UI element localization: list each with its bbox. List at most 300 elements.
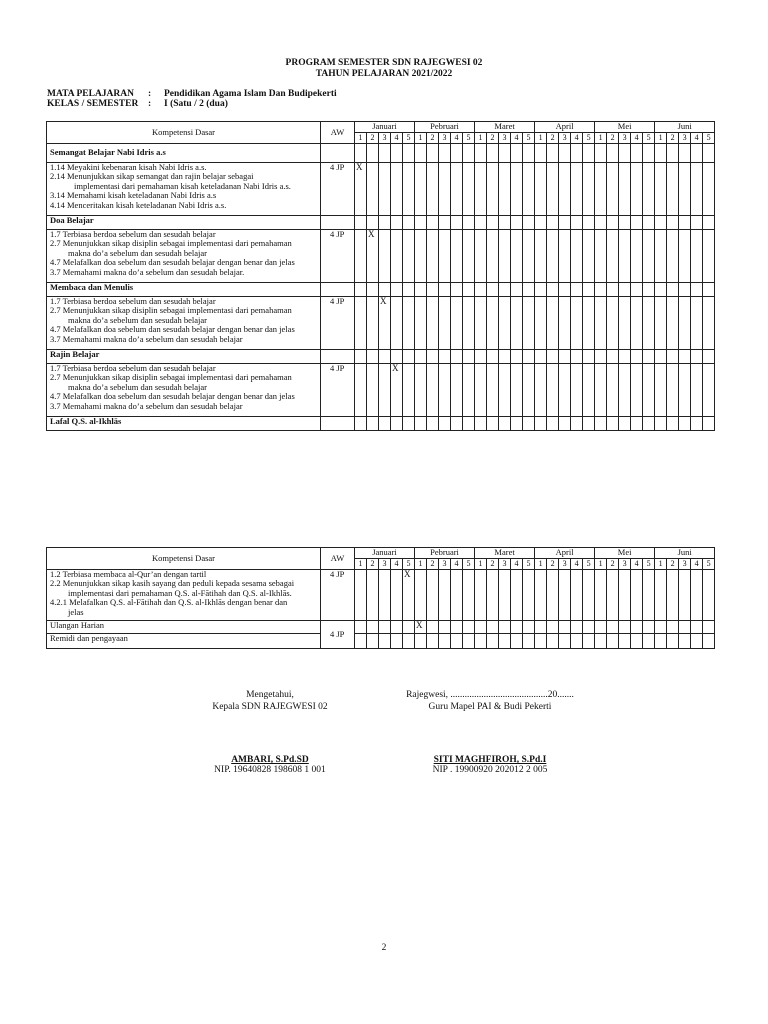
week-number: 4 — [511, 559, 523, 570]
week-cell — [439, 417, 451, 431]
week-cell — [499, 417, 511, 431]
week-cell — [391, 283, 403, 297]
week-cell — [511, 634, 523, 649]
week-cell — [451, 364, 463, 417]
week-cell — [631, 417, 643, 431]
week-cell — [439, 364, 451, 417]
week-cell — [535, 230, 547, 283]
week-cell — [403, 621, 415, 634]
week-cell — [367, 144, 379, 163]
week-cell — [619, 364, 631, 417]
aw-cell — [321, 144, 355, 163]
week-number: 3 — [379, 559, 391, 570]
week-cell — [667, 297, 679, 350]
week-cell — [547, 570, 559, 621]
week-cell — [703, 350, 715, 364]
week-cell — [691, 621, 703, 634]
month-header: Juni — [655, 122, 715, 133]
kd-line: 2.14 Menunjukkan sikap semangat dan rajin belajar sebagai — [50, 171, 254, 182]
week-number: 5 — [463, 559, 475, 570]
week-cell — [703, 283, 715, 297]
week-cell — [607, 283, 619, 297]
week-cell — [463, 163, 475, 216]
week-cell — [703, 364, 715, 417]
week-cell — [415, 216, 427, 230]
week-cell — [403, 570, 415, 621]
week-cell — [667, 216, 679, 230]
week-number: 4 — [571, 133, 583, 144]
kd-line: 4.2.1 Melafalkan Q.S. al-Fātihah dan Q.S. al-Ikhlās dengan benar dan — [50, 597, 288, 608]
week-cell — [571, 634, 583, 649]
week-cell — [631, 216, 643, 230]
week-cell — [595, 634, 607, 649]
week-number: 2 — [667, 133, 679, 144]
week-cell — [427, 634, 439, 649]
section-title: Lafal Q.S. al-Ikhlās — [47, 417, 321, 431]
week-cell — [655, 297, 667, 350]
week-cell — [571, 216, 583, 230]
section-title: Rajin Belajar — [47, 350, 321, 364]
week-cell — [511, 230, 523, 283]
week-cell — [559, 634, 571, 649]
week-cell — [643, 621, 655, 634]
week-cell — [631, 634, 643, 649]
week-cell — [367, 417, 379, 431]
week-cell — [679, 144, 691, 163]
week-cell — [499, 621, 511, 634]
week-number: 5 — [583, 559, 595, 570]
week-cell — [559, 163, 571, 216]
week-cell — [571, 144, 583, 163]
week-number: 4 — [451, 559, 463, 570]
week-number: 1 — [355, 133, 367, 144]
week-cell — [475, 570, 487, 621]
week-cell — [643, 144, 655, 163]
week-cell — [415, 144, 427, 163]
week-cell — [583, 350, 595, 364]
week-cell — [487, 570, 499, 621]
week-number: 5 — [403, 133, 415, 144]
week-cell — [571, 163, 583, 216]
week-cell — [535, 417, 547, 431]
week-cell — [631, 621, 643, 634]
week-cell — [679, 364, 691, 417]
week-cell — [451, 283, 463, 297]
week-cell — [559, 230, 571, 283]
week-cell — [379, 634, 391, 649]
week-cell — [571, 350, 583, 364]
week-cell — [379, 216, 391, 230]
week-cell — [499, 297, 511, 350]
week-cell — [559, 283, 571, 297]
week-cell — [655, 163, 667, 216]
week-cell — [487, 163, 499, 216]
signature-left — [170, 690, 370, 775]
kd-row — [47, 297, 715, 350]
week-number: 5 — [703, 559, 715, 570]
week-number: 2 — [547, 133, 559, 144]
meta-label: KELAS / SEMESTER — [47, 99, 139, 109]
principal-name: AMBARI, S.Pd.SD — [231, 755, 309, 765]
week-cell — [583, 230, 595, 283]
aw-cell: 4 JP — [321, 364, 355, 417]
week-cell — [367, 364, 379, 417]
kd-line: 4.7 Melafalkan doa sebelum dan sesudah belajar dengan benar dan jelas — [50, 391, 295, 402]
week-cell — [631, 297, 643, 350]
week-cell — [391, 634, 403, 649]
kd-line: 3.7 Memahami makna do’a sebelum dan sesudah belajar. — [50, 266, 245, 277]
ulangan-label: Ulangan Harian — [47, 621, 321, 634]
meta-value: Pendidikan Agama Islam Dan Budipekerti — [164, 89, 337, 99]
week-cell — [655, 364, 667, 417]
week-cell — [607, 570, 619, 621]
week-cell — [475, 216, 487, 230]
week-cell — [379, 417, 391, 431]
month-header: Maret — [475, 122, 535, 133]
week-cell — [667, 634, 679, 649]
week-cell — [523, 297, 535, 350]
week-cell — [607, 144, 619, 163]
week-cell — [499, 144, 511, 163]
week-number: 1 — [535, 133, 547, 144]
week-cell — [379, 364, 391, 417]
week-cell — [439, 570, 451, 621]
week-cell — [427, 144, 439, 163]
week-cell — [607, 417, 619, 431]
week-cell — [631, 570, 643, 621]
week-number: 4 — [691, 133, 703, 144]
week-cell — [403, 350, 415, 364]
page-number: 2 — [381, 943, 387, 953]
week-cell — [463, 364, 475, 417]
kd-cell — [47, 297, 321, 350]
week-cell — [619, 216, 631, 230]
week-number: 2 — [427, 559, 439, 570]
week-cell — [631, 144, 643, 163]
week-cell — [643, 364, 655, 417]
week-cell — [487, 144, 499, 163]
meta-colon: : — [148, 89, 152, 99]
week-cell — [439, 350, 451, 364]
week-cell — [595, 621, 607, 634]
kd-row — [47, 163, 715, 216]
week-cell — [511, 216, 523, 230]
week-cell — [379, 570, 391, 621]
week-cell — [655, 417, 667, 431]
kd-line: 1.7 Terbiasa berdoa sebelum dan sesudah belajar — [50, 229, 216, 239]
section-title: Doa Belajar — [47, 216, 321, 230]
week-number: 2 — [367, 559, 379, 570]
week-cell — [535, 364, 547, 417]
week-cell — [571, 417, 583, 431]
week-number: 1 — [415, 133, 427, 144]
week-cell — [583, 297, 595, 350]
week-cell — [535, 216, 547, 230]
week-cell — [367, 216, 379, 230]
week-cell — [595, 350, 607, 364]
week-cell — [619, 163, 631, 216]
document-subtitle: TAHUN PELAJARAN 2021/2022 — [315, 69, 453, 79]
week-number: 5 — [463, 133, 475, 144]
kd-line: 2.7 Menunjukkan sikap disiplin sebagai implementasi dari pemahaman — [50, 372, 292, 383]
week-cell — [547, 283, 559, 297]
week-cell — [355, 144, 367, 163]
schedule-mark: X — [368, 229, 375, 239]
kd-line: 2.7 Menunjukkan sikap disiplin sebagai implementasi dari pemahaman — [50, 238, 292, 249]
week-cell — [547, 621, 559, 634]
week-cell — [511, 144, 523, 163]
meta-class — [47, 99, 228, 109]
kd-line: 2.7 Menunjukkan sikap disiplin sebagai implementasi dari pemahaman — [50, 305, 292, 316]
week-cell — [367, 350, 379, 364]
week-cell — [559, 417, 571, 431]
week-cell — [451, 144, 463, 163]
week-cell — [487, 297, 499, 350]
week-cell — [619, 570, 631, 621]
week-cell — [619, 417, 631, 431]
teacher-name: SITI MAGHFIROH, S.Pd.I — [433, 755, 547, 765]
week-cell — [487, 621, 499, 634]
week-cell — [703, 570, 715, 621]
week-number: 2 — [367, 133, 379, 144]
week-cell — [415, 283, 427, 297]
month-header: April — [535, 548, 595, 559]
week-cell — [499, 230, 511, 283]
week-cell — [547, 364, 559, 417]
week-cell — [655, 570, 667, 621]
week-cell — [703, 230, 715, 283]
week-cell — [523, 417, 535, 431]
week-cell — [463, 634, 475, 649]
week-cell — [499, 364, 511, 417]
aw-header: AW — [321, 548, 355, 570]
week-cell — [367, 570, 379, 621]
week-cell — [451, 297, 463, 350]
week-cell — [667, 350, 679, 364]
kd-line: 4.7 Melafalkan doa sebelum dan sesudah belajar dengan benar dan jelas — [50, 324, 295, 335]
week-cell — [643, 350, 655, 364]
week-cell — [619, 283, 631, 297]
section-row — [47, 417, 715, 431]
week-number: 4 — [631, 559, 643, 570]
week-cell — [403, 230, 415, 283]
week-cell — [499, 216, 511, 230]
week-cell — [439, 297, 451, 350]
kd-line: 1.7 Terbiasa berdoa sebelum dan sesudah belajar — [50, 296, 216, 306]
schedule-mark: X — [392, 363, 399, 373]
week-cell — [451, 230, 463, 283]
week-cell — [451, 163, 463, 216]
week-cell — [619, 621, 631, 634]
week-number: 5 — [523, 133, 535, 144]
week-cell — [391, 216, 403, 230]
week-cell — [643, 230, 655, 283]
week-cell — [667, 364, 679, 417]
week-cell — [451, 570, 463, 621]
week-number: 2 — [607, 133, 619, 144]
week-cell — [523, 570, 535, 621]
kd-row — [47, 570, 715, 621]
kd-line: 3.14 Memahami kisah keteladanan Nabi Idris a.s — [50, 190, 217, 201]
week-cell — [439, 216, 451, 230]
week-cell — [679, 634, 691, 649]
week-cell — [415, 297, 427, 350]
week-cell — [595, 163, 607, 216]
week-number: 1 — [475, 559, 487, 570]
week-number: 2 — [667, 559, 679, 570]
week-number: 4 — [691, 559, 703, 570]
principal-title: Kepala SDN RAJEGWESI 02 — [212, 702, 328, 712]
week-cell — [379, 230, 391, 283]
kd-header: Kompetensi Dasar — [47, 548, 321, 570]
week-cell — [451, 216, 463, 230]
section-title: Membaca dan Menulis — [47, 283, 321, 297]
month-header: Juni — [655, 548, 715, 559]
week-number: 3 — [439, 133, 451, 144]
kd-line: implementasi dari pemahaman kisah keteladanan Nabi Idris a.s. — [74, 180, 291, 191]
meta-label: MATA PELAJARAN — [47, 89, 134, 99]
week-cell — [355, 350, 367, 364]
week-cell — [499, 163, 511, 216]
week-number: 4 — [391, 559, 403, 570]
week-cell — [559, 621, 571, 634]
week-cell — [523, 216, 535, 230]
week-cell — [559, 216, 571, 230]
week-cell — [367, 297, 379, 350]
kd-line: implementasi dari pemahaman Q.S. al-Fātihah dan Q.S. al-Ikhlās. — [68, 587, 292, 598]
week-cell — [547, 144, 559, 163]
week-cell — [619, 634, 631, 649]
week-cell — [607, 364, 619, 417]
kd-line: makna do’a sebelum dan sesudah belajar — [68, 247, 208, 258]
week-cell — [595, 417, 607, 431]
week-cell — [511, 350, 523, 364]
kd-header: Kompetensi Dasar — [47, 122, 321, 144]
aw-cell — [321, 417, 355, 431]
kd-cell — [47, 230, 321, 283]
week-cell — [703, 144, 715, 163]
week-number: 1 — [535, 559, 547, 570]
aw-cell: 4 JP — [321, 570, 355, 621]
week-cell — [559, 144, 571, 163]
week-cell — [535, 297, 547, 350]
kd-line: 1.2 Terbiasa membaca al-Qur’an dengan tartil — [50, 569, 207, 579]
week-cell — [427, 621, 439, 634]
week-cell — [511, 283, 523, 297]
section-row — [47, 144, 715, 163]
aw-cell — [321, 283, 355, 297]
kd-line: makna do’a sebelum dan sesudah belajar — [68, 381, 208, 392]
kd-row — [47, 230, 715, 283]
week-cell — [367, 230, 379, 283]
kd-row — [47, 364, 715, 417]
month-header-row — [47, 548, 715, 559]
week-cell — [463, 621, 475, 634]
week-number: 1 — [655, 559, 667, 570]
week-number: 1 — [415, 559, 427, 570]
week-cell — [403, 364, 415, 417]
week-cell — [583, 163, 595, 216]
week-cell — [679, 163, 691, 216]
week-cell — [523, 350, 535, 364]
schedule-mark: X — [356, 162, 363, 172]
week-cell — [595, 283, 607, 297]
week-cell — [511, 570, 523, 621]
week-cell — [499, 350, 511, 364]
week-cell — [355, 621, 367, 634]
week-cell — [427, 230, 439, 283]
week-cell — [415, 230, 427, 283]
week-cell — [667, 621, 679, 634]
week-cell — [367, 621, 379, 634]
week-number: 4 — [631, 133, 643, 144]
week-cell — [547, 216, 559, 230]
program-table-1 — [46, 121, 715, 431]
week-cell — [559, 350, 571, 364]
week-cell — [583, 283, 595, 297]
aw-cell: 4 JP — [321, 621, 355, 649]
schedule-mark: X — [416, 620, 423, 630]
aw-cell: 4 JP — [321, 297, 355, 350]
week-cell — [595, 230, 607, 283]
week-cell — [535, 634, 547, 649]
week-cell — [655, 350, 667, 364]
week-number: 1 — [475, 133, 487, 144]
month-header: Mei — [595, 122, 655, 133]
week-cell — [643, 163, 655, 216]
kd-line: 2.2 Menunjukkan sikap kasih sayang dan peduli kepada sesama sebagai — [50, 578, 295, 589]
week-cell — [523, 144, 535, 163]
week-cell — [655, 621, 667, 634]
week-cell — [595, 364, 607, 417]
week-cell — [691, 297, 703, 350]
signature-right — [380, 690, 600, 775]
week-cell — [403, 144, 415, 163]
week-cell — [643, 297, 655, 350]
week-cell — [391, 297, 403, 350]
week-cell — [619, 297, 631, 350]
week-number: 3 — [679, 559, 691, 570]
week-number: 5 — [643, 559, 655, 570]
week-cell — [631, 283, 643, 297]
week-cell — [655, 283, 667, 297]
document-title: PROGRAM SEMESTER SDN RAJEGWESI 02 — [285, 58, 483, 68]
week-number: 5 — [703, 133, 715, 144]
week-cell — [691, 144, 703, 163]
week-cell — [439, 163, 451, 216]
week-cell — [691, 230, 703, 283]
week-cell — [475, 621, 487, 634]
week-cell — [355, 297, 367, 350]
week-number: 5 — [643, 133, 655, 144]
week-cell — [379, 350, 391, 364]
week-cell — [619, 350, 631, 364]
week-cell — [499, 634, 511, 649]
week-cell — [607, 297, 619, 350]
week-number: 2 — [547, 559, 559, 570]
week-cell — [511, 297, 523, 350]
week-cell — [463, 144, 475, 163]
week-cell — [703, 216, 715, 230]
week-cell — [643, 570, 655, 621]
kd-cell — [47, 570, 321, 621]
week-number: 2 — [487, 559, 499, 570]
week-cell — [535, 283, 547, 297]
week-number: 1 — [595, 133, 607, 144]
week-number: 3 — [619, 133, 631, 144]
week-cell — [523, 283, 535, 297]
week-cell — [475, 417, 487, 431]
